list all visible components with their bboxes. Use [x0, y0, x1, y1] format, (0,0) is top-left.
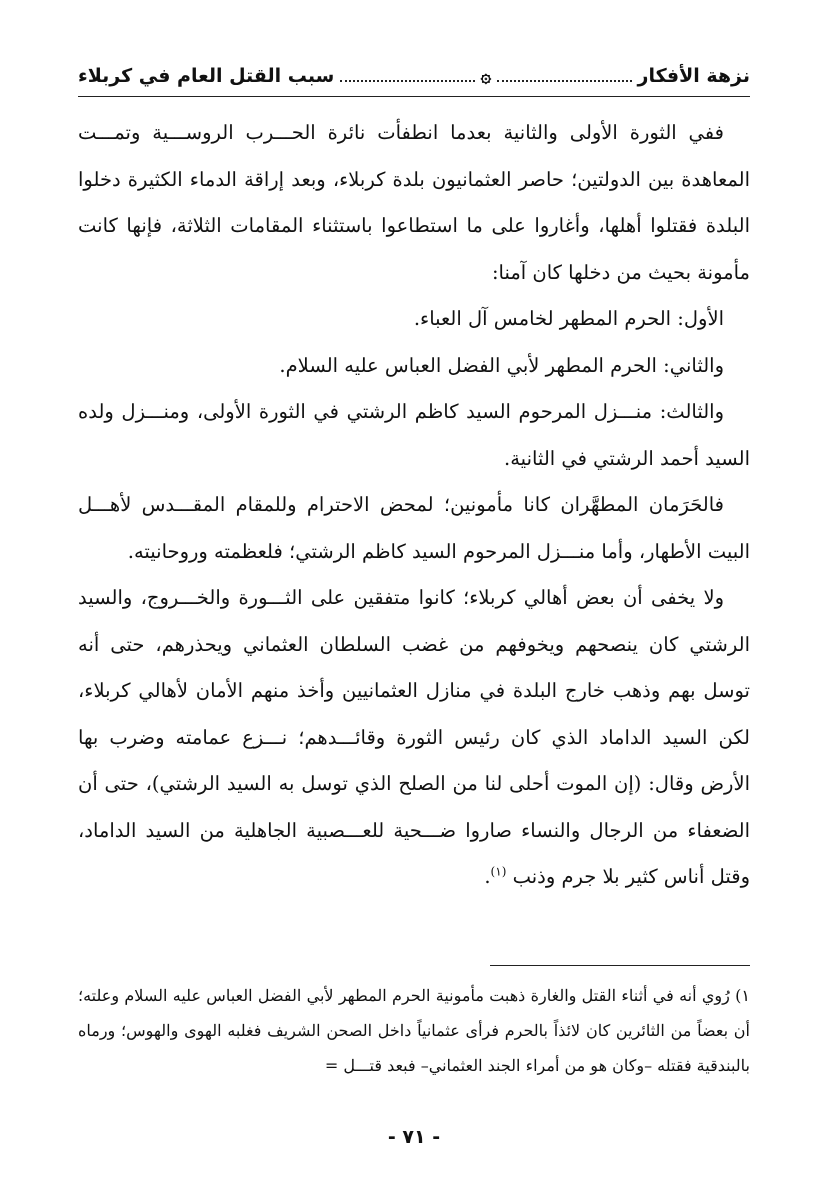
header-dots-right: [497, 80, 631, 82]
page-number: - ٧١ -: [387, 1126, 441, 1148]
paragraph-two-shrines: فالحَرَمان المطهَّران كانا مأمونين؛ لمحض الاحترام وللمقام المقـــدس لأهـــل البيت الأطهار، وأما منـــزل المرحوم السيد كاظم الرشتي؛ فلعظمته وروحانيته.: [78, 493, 750, 563]
paragraph-first-shrine: الأول: الحرم المطهر لخامس آل العباء.: [413, 307, 724, 330]
paragraph-revolt-text: ولا يخفى أن بعض أهالي كربلاء؛ كانوا متفقين على الثـــورة والخـــروج، والسيد الرشتي كان ينصحهم ويخوفهم من غضب السلطان العثماني ويحذرهم، حتى أنه توسل بهم وذهب خارج البلدة في منازل العثمانيين وأخذ منهم الأمان لأهالي كربلاء، لكن السيد الداماد الذي كان رئيس الثورة وقائـــدهم؛ نـــزع عمامته وضرب بها الأرض وقال: (إن الموت أحلى لنا من الصلح الذي توسل به السيد الرشتي)، حتى أن الضعفاء من الرجال والنساء صاروا ضـــحية للعـــصبية الجاهلية من السيد الداماد، وقتل أناس كثير بلا جرم وذنب: [78, 586, 750, 888]
footnote-marker[interactable]: (١): [490, 864, 507, 879]
header-dots-left: [340, 80, 474, 82]
header-rule: [78, 96, 750, 97]
footnote-text: ١) رُوي أنه في أثناء القتل والغارة ذهبت مأمونية الحرم المطهر لأبي الفضل العباس عليه السلام وعلته؛ أن بعضاً من الثائرين كان لائذاً بالحرم فرأى عثمانياً داخل الصحن الشريف فغلبه الهوى والهوس؛ ورماه بالبندقية فقتله –وكان هو من أمراء الجند العثماني– فبعد قتـــل =: [78, 986, 751, 1075]
paragraph-intro: ففي الثورة الأولى والثانية بعدما انطفأت نائرة الحـــرب الروســـية وتمـــت المعاهدة بين الدولتين؛ حاصر العثمانيون بلدة كربلاء، وبعد إراقة الدماء الكثيرة دخلوا البلدة فقتلوا أهلها، وأغاروا على ما استطاعوا باستثناء المقامات الثلاثة، فإنها كانت مأمونة بحيث من دخلها كان آمنا:: [78, 121, 750, 284]
footnote: [78, 978, 750, 1083]
footnote-rule: [490, 965, 750, 966]
paragraph-revolt: [78, 575, 750, 901]
paragraph-second-shrine: والثاني: الحرم المطهر لأبي الفضل العباس عليه السلام.: [279, 353, 724, 377]
main-text: [78, 110, 750, 901]
running-header: [78, 60, 750, 92]
ornament-icon: ۞: [480, 66, 492, 87]
final-period: .: [484, 865, 491, 888]
paragraph-third-shrine: والثالث: منـــزل المرحوم السيد كاظم الرشتي في الثورة الأولى، ومنـــزل ولده السيد أحمد الرشتي في الثانية.: [78, 400, 750, 470]
book-title: نزهة الأفكار: [637, 65, 750, 87]
chapter-title: سبب القتل العام في كربلاء: [78, 65, 335, 87]
